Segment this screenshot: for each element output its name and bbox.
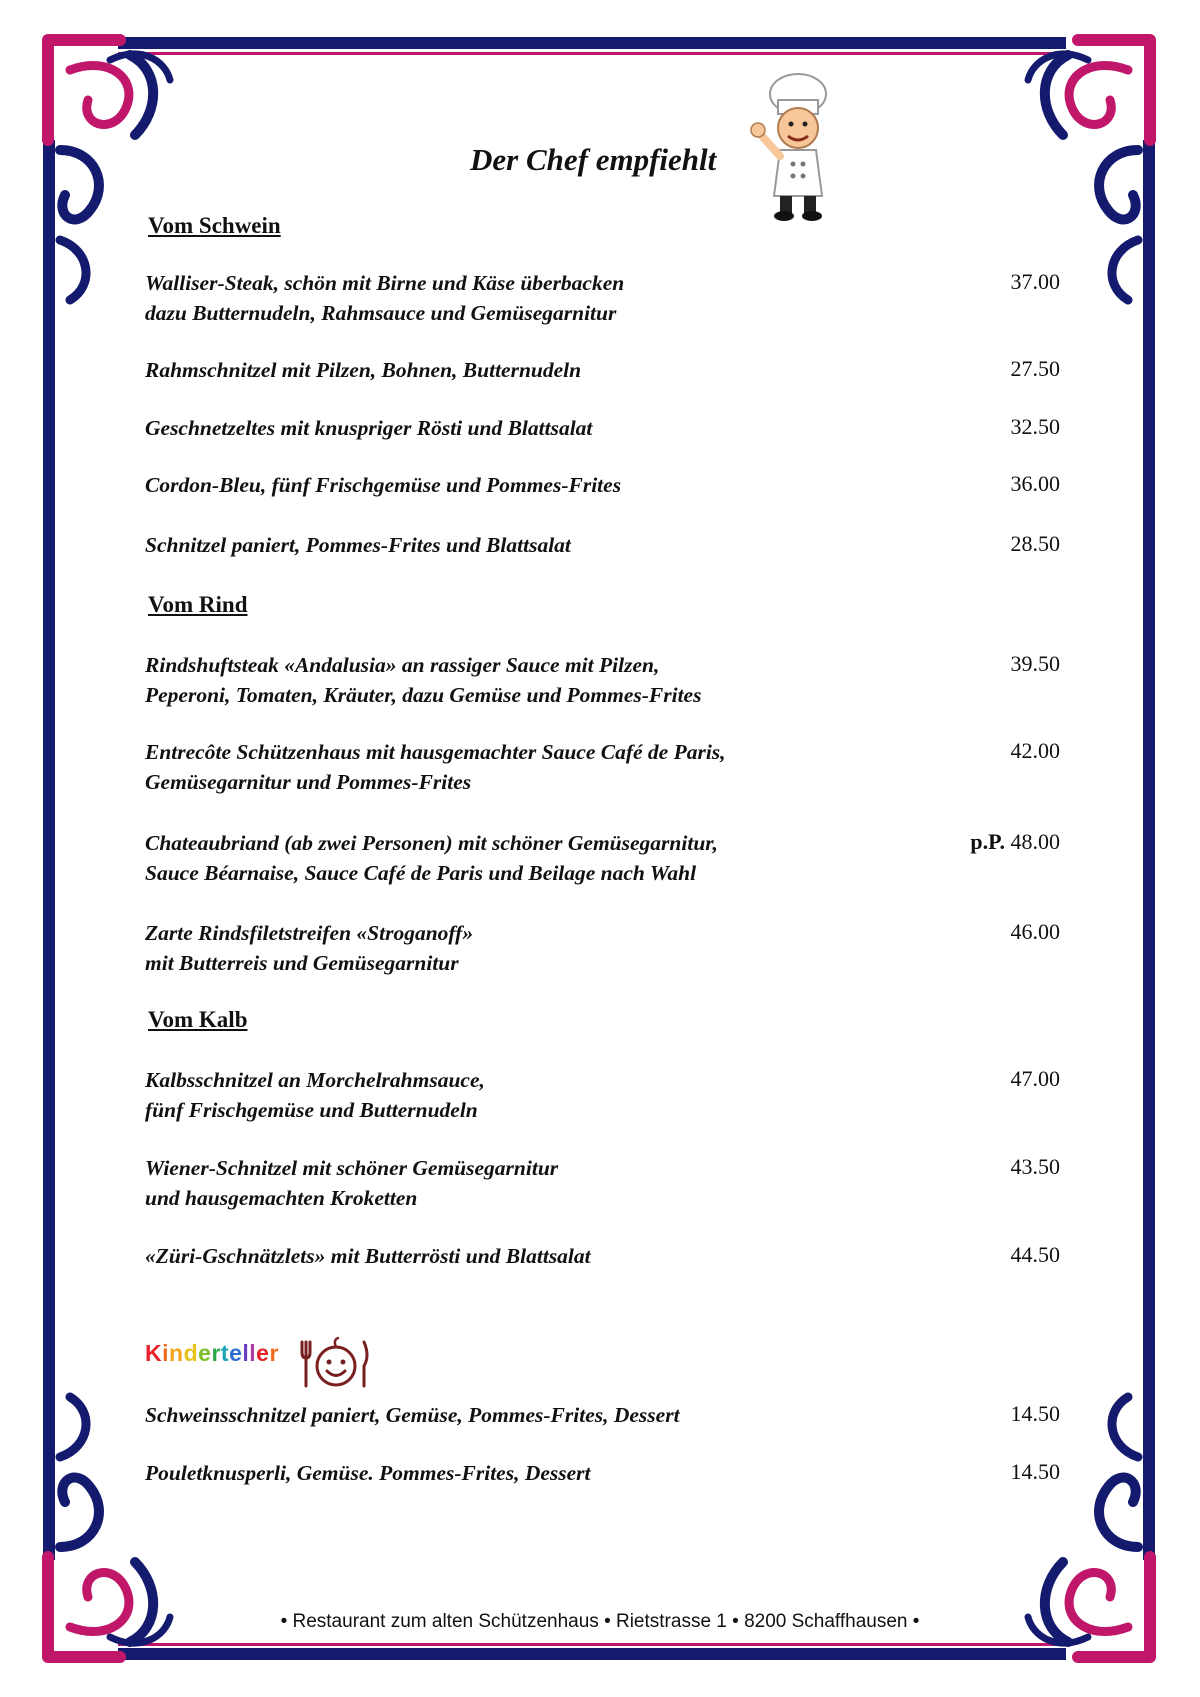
menu-item [145, 918, 905, 978]
kids-heading-letter: t [220, 1340, 230, 1366]
kids-heading-letter: n [169, 1340, 184, 1366]
item-price: 14.50 [1010, 1459, 1060, 1484]
menu-item [145, 470, 905, 500]
item-line: Sauce Béarnaise, Sauce Café de Paris und Beilage nach Wahl [145, 861, 697, 885]
menu-item [145, 1241, 905, 1271]
kids-heading-letter: e [198, 1340, 212, 1366]
item-price: 46.00 [1010, 919, 1060, 944]
menu-item [145, 1458, 905, 1488]
item-line: Pouletknusperli, Gemüse. Pommes-Frites, Dessert [145, 1461, 591, 1485]
item-line: Rahmschnitzel mit Pilzen, Bohnen, Butternudeln [145, 358, 582, 382]
chef-icon [740, 66, 848, 226]
item-line: Rindshuftsteak «Andalusia» an rassiger Sauce mit Pilzen, [145, 653, 660, 677]
item-price: 37.00 [1010, 269, 1060, 294]
item-line: Geschnetzeltes mit knuspriger Rösti und Blattsalat [145, 416, 593, 440]
kids-plate-icon [300, 1336, 372, 1392]
item-line: und hausgemachten Kroketten [145, 1186, 418, 1210]
item-price: 28.50 [1010, 531, 1060, 556]
kids-heading-letter: r [269, 1340, 279, 1366]
item-line: Zarte Rindsfiletstreifen «Stroganoff» [145, 921, 474, 945]
kids-heading-letter: l [242, 1340, 250, 1366]
item-line: Cordon-Bleu, fünf Frischgemüse und Pommes-Frites [145, 473, 622, 497]
menu-item [145, 828, 905, 888]
item-price: 14.50 [1010, 1401, 1060, 1426]
item-line: Entrecôte Schützenhaus mit hausgemachter Sauce Café de Paris, [145, 740, 726, 764]
menu-item [145, 1400, 905, 1430]
item-price: 39.50 [1010, 651, 1060, 676]
menu-item [145, 355, 905, 385]
item-line: dazu Butternudeln, Rahmsauce und Gemüsegarnitur [145, 301, 617, 325]
kids-heading-letter: l [249, 1340, 257, 1366]
kids-heading-letter: d [183, 1340, 199, 1366]
menu-item [145, 530, 905, 560]
kids-heading-letter: i [162, 1340, 170, 1366]
item-line: fünf Frischgemüse und Butternudeln [145, 1098, 478, 1122]
item-line: Peperoni, Tomaten, Kräuter, dazu Gemüse und Pommes-Frites [145, 683, 702, 707]
corner-ornament-top-right [1028, 40, 1150, 300]
menu-item [145, 413, 905, 443]
item-price: 32.50 [1010, 414, 1060, 439]
footer-address: • Restaurant zum alten Schützenhaus • Rietstrasse 1 • 8200 Schaffhausen • [280, 1611, 920, 1632]
item-price: 44.50 [1010, 1242, 1060, 1267]
kids-heading-letter: e [256, 1340, 270, 1366]
item-line: mit Butterreis und Gemüsegarnitur [145, 951, 459, 975]
section-heading-rind: Vom Rind [148, 592, 248, 617]
item-line: Chateaubriand (ab zwei Personen) mit schöner Gemüsegarnitur, [145, 831, 718, 855]
menu-item [145, 268, 905, 328]
kids-heading-letter: e [229, 1340, 243, 1366]
price-per-person-label: p.P. [970, 829, 1005, 854]
item-price: 47.00 [1010, 1066, 1060, 1091]
item-price: 27.50 [1010, 356, 1060, 381]
item-price: 42.00 [1010, 738, 1060, 763]
item-price: 43.50 [1010, 1154, 1060, 1179]
price-value: 48.00 [1010, 829, 1060, 854]
item-line: «Züri-Gschnätzlets» mit Butterrösti und Blattsalat [145, 1244, 591, 1268]
item-line: Schweinsschnitzel paniert, Gemüse, Pommes-Frites, Dessert [145, 1403, 680, 1427]
menu-item [145, 1065, 905, 1125]
item-price [970, 829, 1060, 855]
item-line: Wiener-Schnitzel mit schöner Gemüsegarnitur [145, 1156, 559, 1180]
page-title: Der Chef empfiehlt [470, 142, 717, 177]
corner-ornament-top-left [48, 40, 170, 300]
menu-item [145, 650, 905, 710]
item-line: Kalbsschnitzel an Morchelrahmsauce, [145, 1068, 485, 1092]
section-heading-schwein: Vom Schwein [148, 213, 281, 238]
menu-item [145, 1153, 905, 1213]
section-heading-kinder [145, 1340, 279, 1367]
item-line: Gemüsegarnitur und Pommes-Frites [145, 770, 472, 794]
item-price: 36.00 [1010, 471, 1060, 496]
section-heading-kalb: Vom Kalb [148, 1007, 248, 1032]
kids-heading-letter: K [145, 1340, 163, 1366]
item-line: Walliser-Steak, schön mit Birne und Käse überbacken [145, 271, 625, 295]
kids-heading-letter: r [211, 1340, 221, 1366]
item-line: Schnitzel paniert, Pommes-Frites und Blattsalat [145, 533, 571, 557]
menu-item [145, 737, 905, 797]
